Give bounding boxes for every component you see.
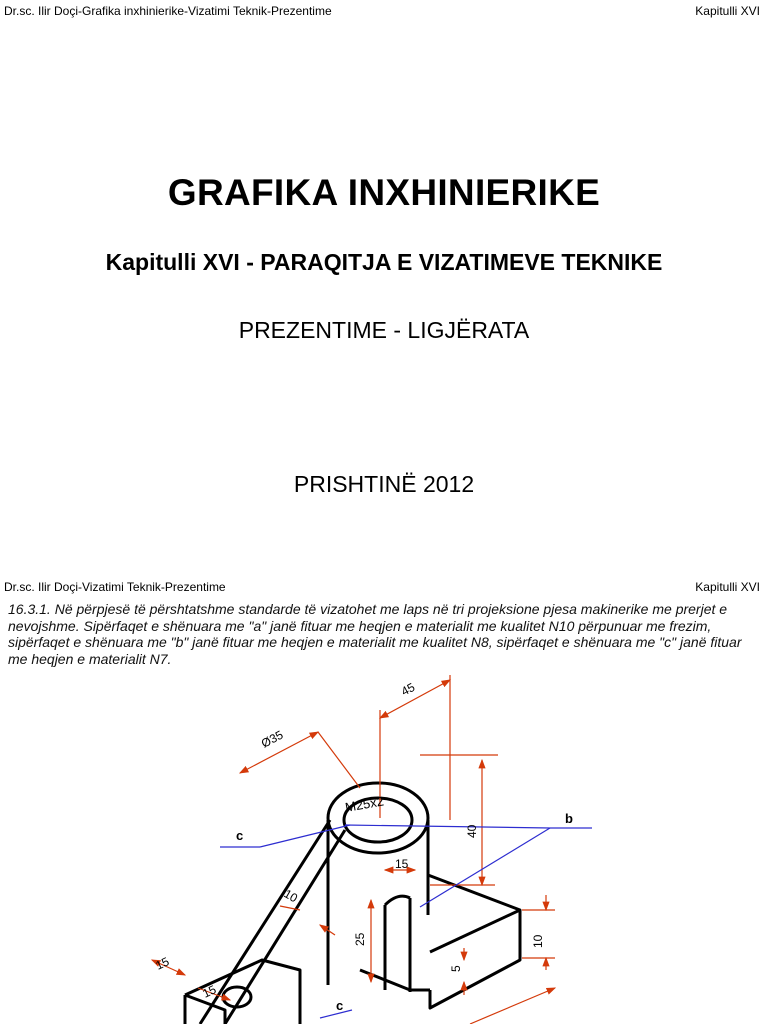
dim-10-rib-text: 10 (281, 886, 301, 906)
leader-b-top (345, 825, 550, 828)
task-description: 16.3.1. Në përpjesë të përshtatshme standarde të vizatohet me laps në tri projeksione pjesa makinerike me prerjet e nevojshme. Sipërfaqet e shënuara me "a" janë fituar me heqjen e materialit me kualitet N10 përpunuar me frezim, sipërfaqet e shënuara me "b" janë fituar me heqjen e materialit me kualitet N8, sipërfaqet e shënuara me "c" janë fituar me heqjen e materialit N7. (8, 601, 742, 667)
base-plate-right-top-edge (430, 910, 520, 952)
chapter-subtitle: Kapitulli XVI - PARAQITJA E VIZATIMEVE TEKNIKE (105, 249, 663, 275)
dim-40-text: 40 (465, 824, 479, 838)
dim-d35-ext (318, 732, 360, 788)
document-title: GRAFIKA INXHINIERIKE (167, 172, 601, 213)
dim-45-line (380, 680, 450, 718)
page1-header-right: Kapitulli XVI (695, 4, 760, 18)
dim-15-top-text: 15 (395, 857, 409, 871)
place-year: PRISHTINË 2012 (293, 471, 475, 497)
dim-25-text: 25 (353, 932, 367, 946)
dim-10-right-text: 10 (531, 934, 545, 948)
surface-label-b: b (565, 811, 573, 826)
page1-header-left: Dr.sc. Ilir Doçi-Grafika inxhinierike-Vizatimi Teknik-Prezentime (4, 4, 332, 18)
page2-header-left: Dr.sc. Ilir Doçi-Vizatimi Teknik-Prezentime (4, 580, 226, 594)
page2-header-right: Kapitulli XVI (695, 580, 760, 594)
dim-15-hole-text: 15 (200, 982, 219, 1001)
dim-5-text: 5 (449, 965, 463, 972)
part-outline (185, 783, 520, 1024)
base-plate-right (428, 875, 520, 1008)
thread-text: M25x2 (343, 793, 385, 815)
presentation-label: PREZENTIME - LIGJËRATA (238, 317, 530, 343)
dim-45-text: 45 (398, 680, 418, 699)
dim-bottom-right (470, 988, 555, 1024)
surface-label-c-left: c (236, 828, 244, 843)
technical-drawing (0, 670, 768, 1024)
dim-d35-text: Ø35 (258, 727, 286, 751)
dim-15-left-text: 15 (153, 954, 172, 973)
cylinder-slot (385, 896, 410, 992)
surface-label-c-bottom: c (336, 998, 344, 1013)
support-arm (200, 820, 345, 1024)
